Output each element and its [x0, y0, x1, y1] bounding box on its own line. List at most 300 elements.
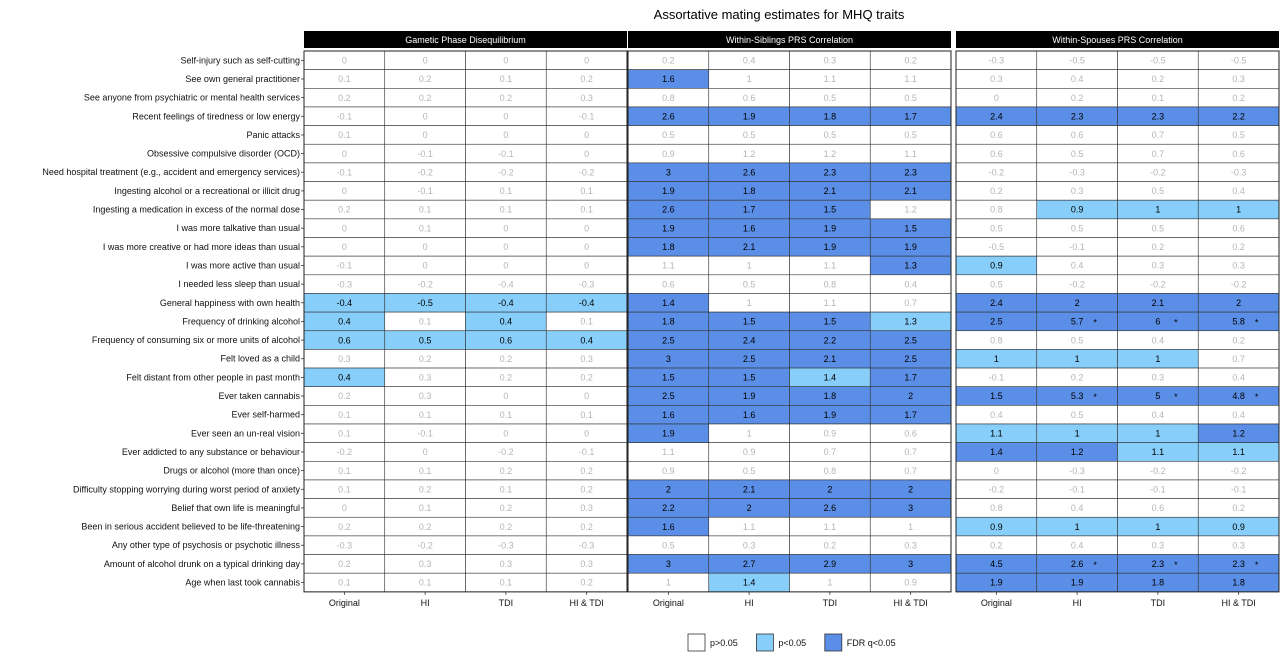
- cell-value: 0.6: [1151, 503, 1165, 514]
- cell-value: -0.4: [498, 297, 514, 308]
- cell-value: 0.9: [823, 428, 837, 439]
- cell-value: 0.4: [1232, 409, 1245, 420]
- cell-value: 0: [993, 465, 999, 476]
- cell-value: -0.1: [336, 260, 353, 271]
- cell-value: -0.1: [417, 148, 433, 159]
- cell-value: 5.7: [1070, 316, 1084, 327]
- significance-asterisk: *: [1174, 559, 1178, 570]
- cell-value: 0.1: [418, 409, 432, 420]
- cell-value: 0.1: [1151, 92, 1165, 103]
- cell-value: 1.6: [662, 409, 675, 420]
- cell-value: 1.1: [904, 74, 917, 85]
- significance-asterisk: *: [1254, 392, 1259, 403]
- cell-value: -0.4: [498, 279, 514, 290]
- legend-label: p<0.05: [778, 638, 807, 648]
- cell-value: 2.5: [662, 391, 675, 402]
- cell-value: -0.1: [1150, 484, 1166, 495]
- cell-value: -0.2: [336, 447, 353, 458]
- cell-value: 0.4: [1070, 503, 1084, 514]
- cell-value: 2.5: [904, 353, 917, 364]
- panel: [304, 31, 627, 608]
- panel-title: Gametic Phase Disequilibrium: [405, 35, 526, 45]
- cell-value: 1.9: [1070, 577, 1084, 588]
- cell-value: 2.3: [1151, 111, 1165, 122]
- cell-value: 0.4: [1232, 372, 1245, 383]
- cell-value: 0: [422, 447, 428, 458]
- cell-value: 0.3: [338, 353, 351, 364]
- cell-value: -0.2: [417, 167, 433, 178]
- cell-value: 1: [1155, 353, 1161, 364]
- cell-value: 0: [584, 391, 590, 402]
- cell-value: 0.4: [1070, 540, 1084, 551]
- cell-value: 2.9: [823, 559, 837, 570]
- cell-value: 0.5: [904, 92, 917, 103]
- cell-value: 0: [584, 428, 590, 439]
- cell-value: 0.1: [499, 74, 513, 85]
- cell-value: 0: [341, 148, 347, 159]
- row-label: Age when last took cannabis: [185, 577, 300, 588]
- cell-value: 0.9: [904, 577, 917, 588]
- cell-value: 0.1: [499, 204, 513, 215]
- cell-value: 0.5: [1070, 223, 1084, 234]
- legend-swatch: [756, 634, 773, 651]
- cell-value: 2.2: [662, 503, 675, 514]
- cell-value: 1.1: [742, 521, 756, 532]
- cell-value: -0.5: [1150, 55, 1166, 66]
- row-label: Need hospital treatment (e.g., accident and emergency services): [42, 167, 300, 178]
- cell-value: 2.5: [904, 335, 917, 346]
- column-label: HI: [420, 597, 430, 608]
- cell-value: 1.2: [1070, 447, 1084, 458]
- cell-value: 1: [1155, 521, 1161, 532]
- cell-value: 1: [746, 428, 752, 439]
- cell-value: -0.3: [1069, 465, 1085, 476]
- cell-value: 2.3: [1232, 559, 1245, 570]
- cell-value: 2.4: [990, 111, 1003, 122]
- cell-value: 0.5: [1070, 148, 1084, 159]
- chart-title: Assortative mating estimates for MHQ traits: [653, 7, 905, 22]
- cell-value: 0.3: [1151, 540, 1165, 551]
- cell-value: 3: [908, 559, 914, 570]
- cell-value: 0.3: [580, 353, 593, 364]
- cell-value: -0.1: [498, 148, 514, 159]
- cell-value: 0.3: [1232, 74, 1245, 85]
- row-label: General happiness with own health: [159, 297, 300, 308]
- row-label: Ingesting alcohol or a recreational or illicit drug: [114, 185, 300, 196]
- cell-value: -0.3: [988, 55, 1005, 66]
- cell-value: 1.8: [662, 242, 675, 253]
- cell-value: 0.5: [1151, 186, 1165, 197]
- cell-value: 0.2: [580, 372, 593, 383]
- cell-value: 0: [584, 223, 590, 234]
- significance-asterisk: *: [1174, 317, 1178, 328]
- cell-value: 0.1: [418, 577, 432, 588]
- cell-value: -0.3: [498, 540, 514, 551]
- legend-label: FDR q<0.05: [846, 638, 896, 648]
- cell-value: 1.9: [662, 223, 675, 234]
- cell-value: 0.2: [338, 559, 351, 570]
- row-label: Been in serious accident believed to be life-threatening: [81, 521, 300, 532]
- cell-value: 2.1: [1151, 297, 1165, 308]
- cell-value: 0.5: [1070, 335, 1084, 346]
- cell-value: -0.1: [336, 167, 353, 178]
- cell-value: -0.5: [988, 242, 1005, 253]
- cell-value: 0.6: [662, 279, 675, 290]
- cell-value: 1.1: [662, 260, 675, 271]
- cell-value: 1.4: [742, 577, 756, 588]
- cell-value: 2.7: [742, 559, 756, 570]
- cell-value: 0.7: [904, 465, 917, 476]
- cell-value: 1.8: [823, 111, 837, 122]
- cell-value: 0.9: [1232, 521, 1245, 532]
- cell-value: 0.3: [499, 559, 513, 570]
- cell-value: 0.1: [338, 577, 351, 588]
- cell-value: 0.5: [1151, 223, 1165, 234]
- panel: [956, 31, 1279, 608]
- cell-value: 2: [1236, 297, 1242, 308]
- cell-value: -0.2: [988, 167, 1005, 178]
- cell-value: 1: [746, 260, 752, 271]
- cell-value: -0.1: [417, 428, 433, 439]
- cell-value: 2.2: [1232, 111, 1245, 122]
- cell-value: 1.2: [823, 148, 837, 159]
- cell-value: 0.9: [1070, 204, 1084, 215]
- cell-value: -0.4: [336, 297, 353, 308]
- row-label: Frequency of consuming six or more units of alcohol: [91, 335, 300, 346]
- cell-value: -0.3: [1230, 167, 1247, 178]
- cell-value: 0.3: [1232, 260, 1245, 271]
- cell-value: 0.3: [580, 92, 593, 103]
- column-label: HI: [1072, 597, 1082, 608]
- significance-asterisk: *: [1093, 317, 1097, 328]
- cell-value: 1.9: [742, 391, 756, 402]
- cell-value: 0.2: [338, 521, 351, 532]
- cell-value: -0.2: [498, 447, 514, 458]
- cell-value: 0.5: [662, 130, 675, 141]
- cell-value: 0: [503, 260, 509, 271]
- cell-value: 0.3: [418, 372, 432, 383]
- cell-value: 4.5: [990, 559, 1003, 570]
- cell-value: 2: [827, 484, 833, 495]
- cell-value: 1.5: [823, 316, 837, 327]
- cell-value: 0: [503, 130, 509, 141]
- cell-value: 0.8: [823, 465, 837, 476]
- cell-value: 1.5: [742, 316, 756, 327]
- cell-value: -0.5: [417, 297, 433, 308]
- cell-value: 0.4: [1070, 260, 1084, 271]
- cell-value: 0.6: [742, 92, 756, 103]
- cell-value: 2: [908, 484, 914, 495]
- cell-value: 0: [503, 55, 509, 66]
- cell-value: 0: [503, 111, 509, 122]
- cell-value: 1.7: [742, 204, 756, 215]
- column-label: Original: [652, 597, 684, 608]
- cell-value: 0.9: [662, 465, 675, 476]
- cell-value: 0.5: [742, 130, 756, 141]
- cell-value: -0.2: [578, 167, 595, 178]
- cell-value: -0.1: [417, 186, 433, 197]
- cell-value: 0.6: [338, 335, 351, 346]
- cell-value: 0.3: [418, 559, 432, 570]
- cell-value: 3: [665, 353, 671, 364]
- significance-asterisk: *: [1093, 392, 1097, 403]
- cell-value: -0.4: [578, 297, 595, 308]
- cell-value: 1.3: [904, 260, 917, 271]
- cell-value: 1: [1155, 204, 1161, 215]
- cell-value: 2.3: [1151, 559, 1165, 570]
- cell-value: 0.2: [418, 92, 432, 103]
- cell-value: -0.1: [1230, 484, 1247, 495]
- cell-value: 1.7: [904, 111, 917, 122]
- cell-value: 0.1: [338, 409, 351, 420]
- cell-value: 1.9: [823, 223, 837, 234]
- cell-value: 2.6: [742, 167, 756, 178]
- cell-value: 0.7: [904, 447, 917, 458]
- cell-value: 0.2: [580, 465, 593, 476]
- cell-value: 0.4: [338, 316, 351, 327]
- cell-value: 0.1: [418, 316, 432, 327]
- legend-swatch: [688, 634, 705, 651]
- cell-value: 0.4: [1151, 335, 1165, 346]
- cell-value: 0.5: [990, 223, 1003, 234]
- panel-title: Within-Spouses PRS Correlation: [1052, 35, 1183, 45]
- cell-value: 0.5: [823, 130, 837, 141]
- cell-value: 2: [1074, 297, 1080, 308]
- cell-value: 2.3: [904, 167, 917, 178]
- cell-value: 1: [993, 353, 999, 364]
- cell-value: 2.5: [990, 316, 1003, 327]
- cell-value: 0.2: [823, 540, 837, 551]
- cell-value: 2.1: [904, 186, 917, 197]
- cell-value: 1: [665, 577, 671, 588]
- cell-value: 1.9: [662, 186, 675, 197]
- cell-value: 0.1: [338, 465, 351, 476]
- panel-title: Within-Siblings PRS Correlation: [725, 35, 854, 45]
- cell-value: 1.5: [823, 204, 837, 215]
- cell-value: 3: [665, 167, 671, 178]
- cell-value: 0.7: [1151, 130, 1165, 141]
- column-label: HI & TDI: [569, 597, 604, 608]
- cell-value: -0.1: [1069, 242, 1085, 253]
- row-label: Felt loved as a child: [220, 353, 300, 364]
- cell-value: 0.7: [1151, 148, 1165, 159]
- row-label: See anyone from psychiatric or mental health services: [83, 92, 300, 103]
- cell-value: 0.2: [1232, 335, 1245, 346]
- cell-value: 1.1: [823, 297, 837, 308]
- cell-value: 0: [584, 148, 590, 159]
- cell-value: 5.8: [1232, 316, 1245, 327]
- cell-value: 0: [422, 111, 428, 122]
- cell-value: 1.9: [742, 111, 756, 122]
- cell-value: -0.3: [578, 279, 595, 290]
- cell-value: 0.2: [662, 55, 675, 66]
- cell-value: 6: [1155, 316, 1161, 327]
- cell-value: 1.1: [823, 521, 837, 532]
- cell-value: 1.1: [662, 447, 675, 458]
- cell-value: 0.2: [418, 74, 432, 85]
- cell-value: 0.6: [1070, 130, 1084, 141]
- row-label: Ever seen an un-real vision: [190, 428, 300, 439]
- cell-value: 1.5: [742, 372, 756, 383]
- cell-value: -0.1: [578, 447, 595, 458]
- cell-value: 0: [422, 130, 428, 141]
- cell-value: 0.1: [338, 130, 351, 141]
- cell-value: 0: [341, 55, 347, 66]
- row-label: Self-injury such as self-cutting: [180, 55, 300, 66]
- legend-label: p>0.05: [710, 638, 738, 648]
- cell-value: 2.4: [990, 297, 1003, 308]
- cell-value: 1.5: [662, 372, 675, 383]
- cell-value: -0.2: [1069, 279, 1085, 290]
- cell-value: 1.8: [1151, 577, 1165, 588]
- cell-value: 0.8: [990, 204, 1003, 215]
- cell-value: 0.2: [990, 186, 1003, 197]
- cell-value: 0.6: [1232, 148, 1245, 159]
- cell-value: 0.2: [1151, 242, 1165, 253]
- row-label: Difficulty stopping worrying during worst period of anxiety: [73, 484, 300, 495]
- cell-value: 1.4: [990, 447, 1003, 458]
- row-label: I needed less sleep than usual: [178, 279, 300, 290]
- cell-value: 1: [1155, 428, 1161, 439]
- column-label: Original: [980, 597, 1012, 608]
- cell-value: 0: [584, 130, 590, 141]
- cell-value: 0.2: [580, 521, 593, 532]
- cell-value: 2.5: [742, 353, 756, 364]
- cell-value: -0.1: [988, 372, 1005, 383]
- cell-value: 0.1: [580, 186, 593, 197]
- cell-value: 0: [422, 242, 428, 253]
- cell-value: 0.2: [1070, 372, 1084, 383]
- cell-value: -0.2: [988, 484, 1005, 495]
- cell-value: 1.9: [662, 428, 675, 439]
- cell-value: 2.4: [742, 335, 756, 346]
- cell-value: 0.6: [990, 148, 1003, 159]
- cell-value: -0.5: [1069, 55, 1085, 66]
- cell-value: 0.1: [418, 223, 432, 234]
- cell-value: 0: [584, 242, 590, 253]
- cell-value: 1.6: [662, 521, 675, 532]
- row-label: Frequency of drinking alcohol: [182, 316, 300, 327]
- cell-value: 2.2: [823, 335, 837, 346]
- cell-value: 0.3: [418, 391, 432, 402]
- cell-value: 0.1: [499, 577, 513, 588]
- cell-value: 0: [584, 55, 590, 66]
- cell-value: 1.8: [1232, 577, 1245, 588]
- cell-value: 0.8: [662, 92, 675, 103]
- cell-value: 0.3: [1151, 260, 1165, 271]
- cell-value: 0.3: [742, 540, 756, 551]
- cell-value: -0.1: [578, 111, 595, 122]
- panels: [304, 31, 1279, 608]
- cell-value: 0.3: [823, 55, 837, 66]
- cell-value: 1.1: [990, 428, 1003, 439]
- cell-value: -0.2: [417, 279, 433, 290]
- cell-value: -0.3: [336, 279, 353, 290]
- cell-value: 0.1: [499, 484, 513, 495]
- cell-value: 0.2: [904, 55, 917, 66]
- row-label: Ever addicted to any substance or behaviour: [121, 446, 300, 457]
- column-label: TDI: [1150, 597, 1166, 608]
- cell-value: 0.2: [1070, 92, 1084, 103]
- cell-value: 0.2: [418, 521, 432, 532]
- row-label: Belief that own life is meaningful: [171, 502, 300, 513]
- cell-value: 1: [746, 297, 752, 308]
- cell-value: 0: [341, 503, 347, 514]
- cell-value: 1.6: [742, 409, 756, 420]
- cell-value: 0.3: [1151, 372, 1165, 383]
- cell-value: 0.4: [499, 316, 513, 327]
- cell-value: 0.9: [990, 521, 1003, 532]
- cell-value: 0: [422, 55, 428, 66]
- cell-value: 0.9: [662, 148, 675, 159]
- cell-value: 1.4: [823, 372, 837, 383]
- cell-value: 0.5: [1232, 130, 1245, 141]
- cell-value: 0.4: [1151, 409, 1165, 420]
- cell-value: 0.3: [580, 503, 593, 514]
- cell-value: -0.3: [1069, 167, 1085, 178]
- cell-value: 0.1: [418, 204, 432, 215]
- cell-value: 0.6: [1232, 223, 1245, 234]
- cell-value: 0: [503, 223, 509, 234]
- cell-value: 2.6: [823, 503, 837, 514]
- cell-value: 0.6: [904, 428, 917, 439]
- cell-value: 0.4: [580, 335, 593, 346]
- cell-value: 2.6: [662, 204, 675, 215]
- cell-value: 0.2: [499, 465, 513, 476]
- column-label: HI & TDI: [893, 597, 928, 608]
- cell-value: 0.9: [990, 260, 1003, 271]
- cell-value: 0: [584, 260, 590, 271]
- cell-value: 2.5: [662, 335, 675, 346]
- cell-value: 1.9: [823, 242, 837, 253]
- legend-swatch: [825, 634, 842, 651]
- cell-value: -0.2: [417, 540, 433, 551]
- row-label: I was more active than usual: [185, 260, 300, 271]
- cell-value: 0.2: [1232, 92, 1245, 103]
- cell-value: 1: [1236, 204, 1242, 215]
- cell-value: 5: [1155, 391, 1161, 402]
- cell-value: 0.7: [1232, 353, 1245, 364]
- cell-value: 0.9: [742, 447, 756, 458]
- cell-value: -0.2: [498, 167, 514, 178]
- cell-value: 1.2: [1232, 428, 1245, 439]
- row-label: Felt distant from other people in past month: [126, 372, 300, 383]
- panel: [628, 31, 951, 608]
- cell-value: 1.1: [1232, 447, 1245, 458]
- cell-value: 5.3: [1070, 391, 1084, 402]
- row-label: Drugs or alcohol (more than once): [163, 465, 300, 476]
- cell-value: 0.1: [338, 74, 351, 85]
- row-label: See own general practitioner: [185, 73, 300, 84]
- row-label: Ingesting a medication in excess of the normal dose: [92, 204, 300, 215]
- cell-value: 0.6: [990, 130, 1003, 141]
- cell-value: 0.2: [499, 503, 513, 514]
- cell-value: 2: [665, 484, 671, 495]
- cell-value: 1.2: [742, 148, 756, 159]
- cell-value: 0.2: [1232, 242, 1245, 253]
- cell-value: 0.5: [742, 279, 756, 290]
- cell-value: -0.2: [1150, 465, 1166, 476]
- cell-value: 0.3: [580, 559, 593, 570]
- cell-value: 0.5: [904, 130, 917, 141]
- cell-value: 0.1: [499, 186, 513, 197]
- cell-value: 1.9: [990, 577, 1003, 588]
- cell-value: 2.3: [823, 167, 837, 178]
- cell-value: 0.2: [499, 521, 513, 532]
- row-label: Any other type of psychosis or psychotic illness: [111, 540, 300, 551]
- cell-value: 0.1: [580, 409, 593, 420]
- cell-value: 0: [341, 223, 347, 234]
